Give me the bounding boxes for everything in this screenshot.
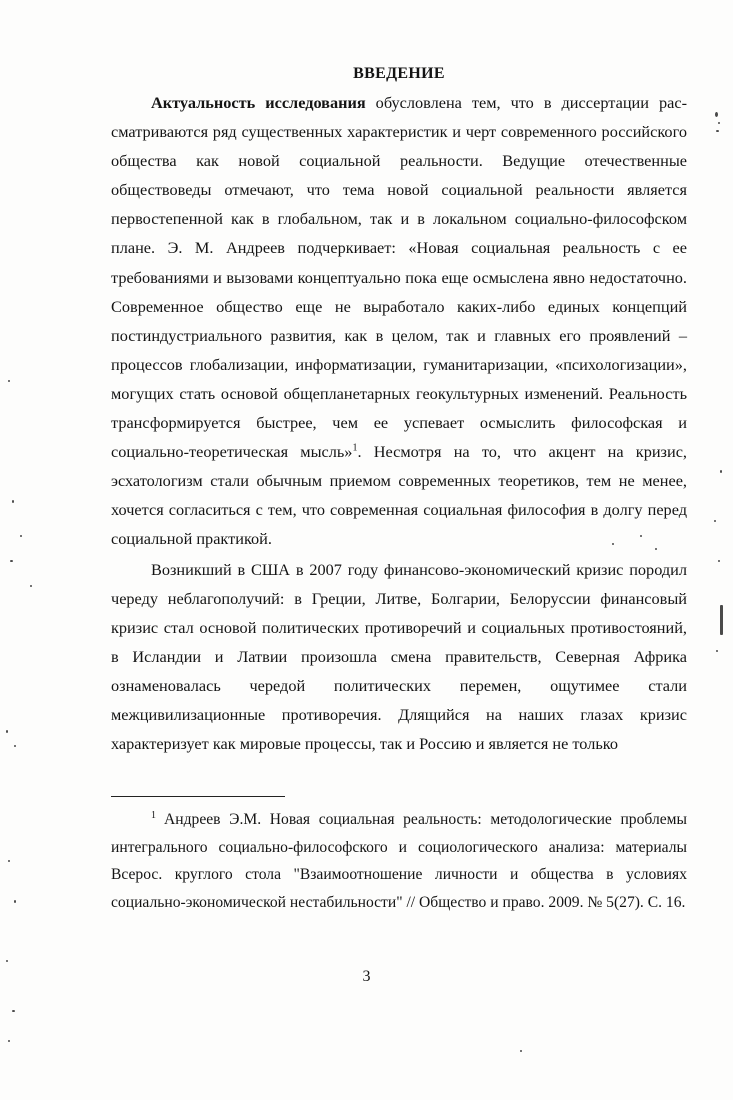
scan-speck: [612, 543, 614, 545]
footnote-text: Андреев Э.М. Новая социальная реальность: методологические проблемы интегрального социально-философского и социологического анализа: материалы Всерос. круглого стола "Взаимоотношение личности и общества в условиях социально-экономической нестабильности" // Общество и право. 2009. № 5(27). С. 16.: [111, 811, 687, 911]
scan-speck: [715, 112, 718, 117]
page-number: 3: [362, 968, 371, 985]
scan-speck: [720, 605, 723, 635]
footnote-reference[interactable]: 1: [352, 442, 358, 454]
footnote: [111, 806, 687, 916]
scan-speck: [8, 860, 10, 862]
section-heading: ВВЕДЕНИЕ: [353, 65, 445, 82]
paragraph-text: обусловлена тем, что в диссертации рассматриваются ряд существенных характеристик и черт современного российского общества как новой социальной реальности. Ведущие отечественные обществоведы отмечают, что тема новой социальной реальности является первостепенной как в глобальном, так и в локальном социально-философском плане. Э. М. Андреев подчеркивает: «Новая социальная реальность с ее требованиями и вызовами концептуально пока еще осмыслена явно недостаточно. Современное общество еще не выработало каких-либо единых концепций постиндустриального развития, как в целом, так и главных его проявлений – процессов глобализации, информатизации, гуманитаризации, «психологизации», могущих стать основой общепланетарных геокультурных изменений. Реальность трансформируется быстрее, чем ее успевает осмыслить философская и социально-теоретическая мысль»: [111, 93, 687, 462]
scan-speck: [640, 535, 642, 537]
scan-speck: [8, 1040, 10, 1042]
footnote-separator: [111, 796, 285, 797]
paragraph-crisis: Возникший в США в 2007 году финансово-экономический кризис породил череду неблагополучий: в Греции, Литве, Болгарии, Белоруссии финансовый кризис стал основой политических противоречий и социальных противостояний, в Исландии и Латвии произошла смена правительств, Северная Африка ознаменовалась чередой политических перемен, ощутимее стали межцивилизационные противоречия. Длящийся на наших глазах кризис характеризует как мировые процессы, так и Россию и является не только: [111, 559, 687, 754]
scan-speck: [14, 900, 16, 903]
scan-speck: [655, 548, 657, 550]
paragraph-text-continued: . Несмотря на то, что акцент на кризис, эсхатологизм стали обычным приемом современных теоретиков, тем не менее, хочется согласиться с тем, что современная социальная философия в долгу перед социальной практикой.: [111, 442, 687, 549]
scan-speck: [716, 650, 718, 652]
scan-speck: [8, 380, 10, 382]
scan-speck: [10, 560, 13, 562]
scan-speck: [716, 130, 719, 132]
scan-speck: [520, 1050, 522, 1052]
scan-speck: [30, 585, 32, 587]
scan-speck: [20, 535, 22, 537]
relevance-lead-text: Актуальность исследования: [151, 93, 366, 112]
scan-speck: [714, 520, 716, 522]
scan-speck: [12, 500, 14, 503]
scan-speck: [6, 730, 8, 733]
scan-speck: [718, 560, 720, 562]
scan-speck: [718, 122, 720, 124]
scan-speck: [720, 470, 722, 473]
scan-speck: [6, 960, 8, 962]
scan-speck: [12, 1010, 15, 1012]
scan-speck: [14, 745, 16, 747]
footnote-marker: 1: [151, 809, 156, 821]
page-body: [111, 62, 687, 758]
paragraph-relevance: [111, 88, 687, 554]
